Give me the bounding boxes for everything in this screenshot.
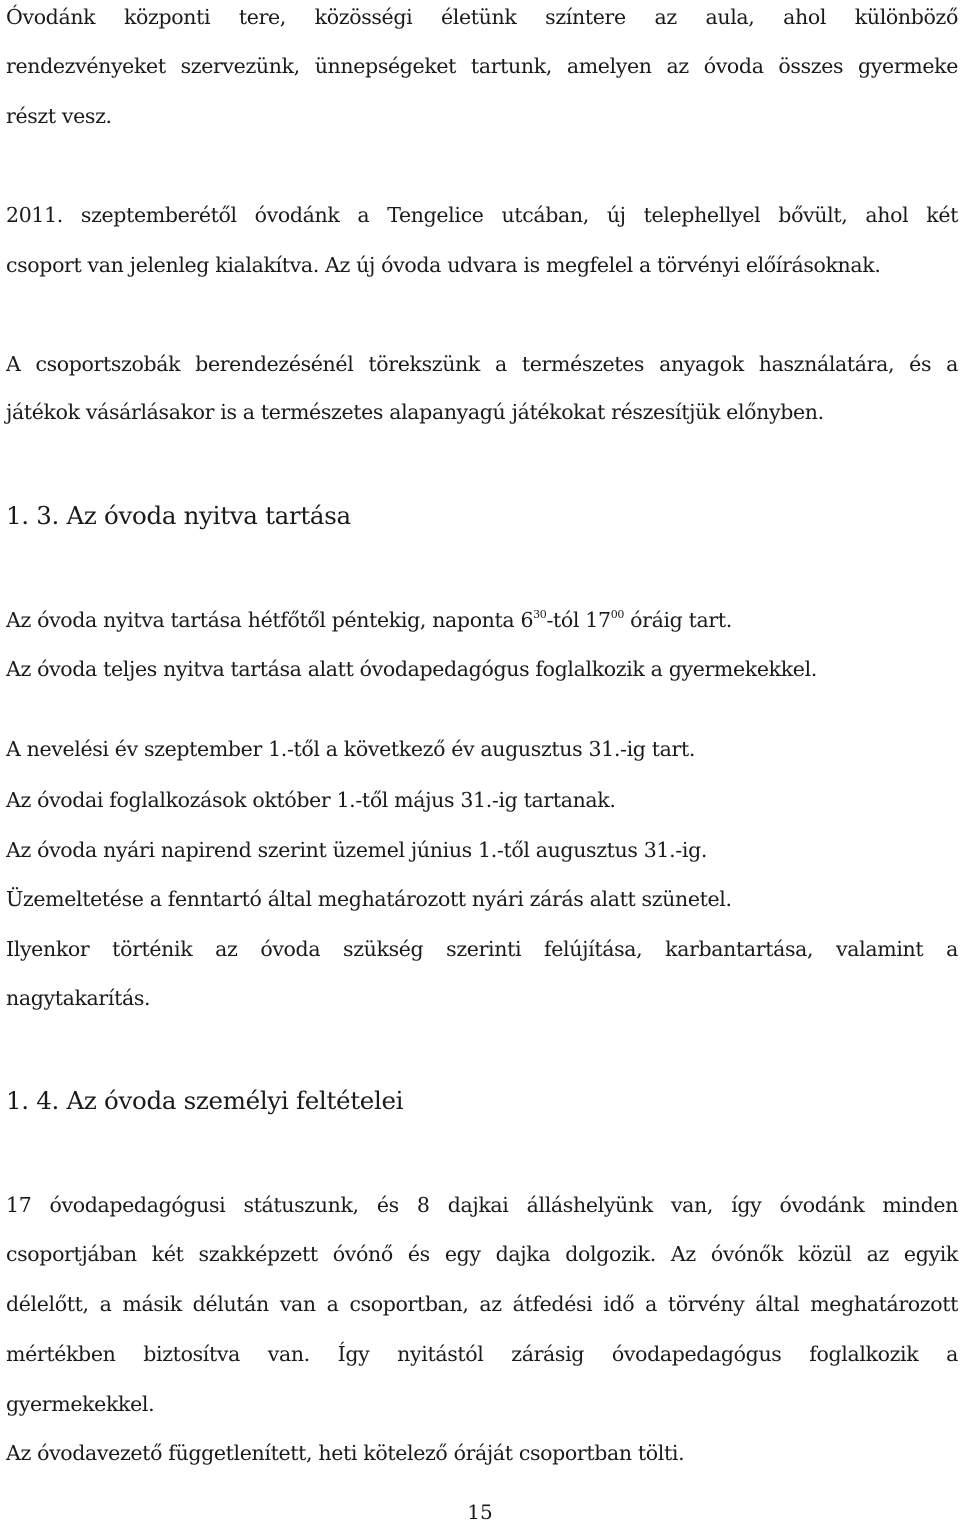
schedule-line: Ilyenkor történik az óvoda szükség szerinti felújítása, karbantartása, valamint a — [6, 937, 958, 961]
opening-hours-line — [6, 607, 958, 633]
schedule-line: A nevelési év szeptember 1.-től a következő év augusztus 31.-ig tart. — [6, 737, 696, 761]
opening-text: óráig tart. — [624, 608, 732, 632]
section-heading: 1. 4. Az óvoda személyi feltételei — [6, 1086, 404, 1115]
paragraph-line: délelőtt, a másik délután van a csoportban, az átfedési idő a törvény által meghatározott — [6, 1292, 958, 1316]
paragraph-line: 2011. szeptemberétől óvodánk a Tengelice utcában, új telephellyel bővült, ahol két — [6, 203, 958, 227]
paragraph-line: Az óvodavezető függetlenített, heti kötelező óráját csoportban tölti. — [6, 1441, 685, 1465]
page-number: 15 — [467, 1500, 493, 1524]
paragraph-line: A csoportszobák berendezésénél törekszünk a természetes anyagok használatára, és a — [6, 352, 958, 376]
paragraph-line: 17 óvodapedagógusi státuszunk, és 8 dajkai álláshelyünk van, így óvodánk minden — [6, 1193, 958, 1217]
schedule-line: Üzemeltetése a fenntartó által meghatározott nyári zárás alatt szünetel. — [6, 887, 732, 911]
paragraph-line: játékok vásárlásakor is a természetes alapanyagú játékokat részesítjük előnyben. — [6, 400, 824, 424]
closing-minutes: 00 — [610, 608, 624, 621]
paragraph-line: Az óvoda teljes nyitva tartása alatt óvodapedagógus foglalkozik a gyermekekkel. — [6, 657, 817, 681]
section-heading: 1. 3. Az óvoda nyitva tartása — [6, 501, 351, 530]
paragraph-line: részt vesz. — [6, 104, 112, 128]
schedule-line: Az óvoda nyári napirend szerint üzemel június 1.-től augusztus 31.-ig. — [6, 838, 708, 862]
opening-minutes: 30 — [533, 608, 547, 621]
paragraph-line: gyermekekkel. — [6, 1392, 155, 1416]
opening-text: Az óvoda nyitva tartása hétfőtől péntekig, naponta 6 — [6, 608, 534, 632]
paragraph-line: csoportjában két szakképzett óvónő és egy dajka dolgozik. Az óvónők közül az egyik — [6, 1242, 958, 1266]
schedule-line: Az óvodai foglalkozások október 1.-től május 31.-ig tartanak. — [6, 788, 616, 812]
paragraph-line: csoport van jelenleg kialakítva. Az új óvoda udvara is megfelel a törvényi előírásoknak. — [6, 253, 881, 277]
schedule-line: nagytakarítás. — [6, 986, 151, 1010]
opening-text: -tól 17 — [546, 608, 611, 632]
paragraph-line: Óvodánk központi tere, közösségi életünk színtere az aula, ahol különböző — [6, 5, 958, 29]
paragraph-line: mértékben biztosítva van. Így nyitástól zárásig óvodapedagógus foglalkozik a — [6, 1342, 958, 1366]
paragraph-line: rendezvényeket szervezünk, ünnepségeket tartunk, amelyen az óvoda összes gyermeke — [6, 54, 958, 78]
